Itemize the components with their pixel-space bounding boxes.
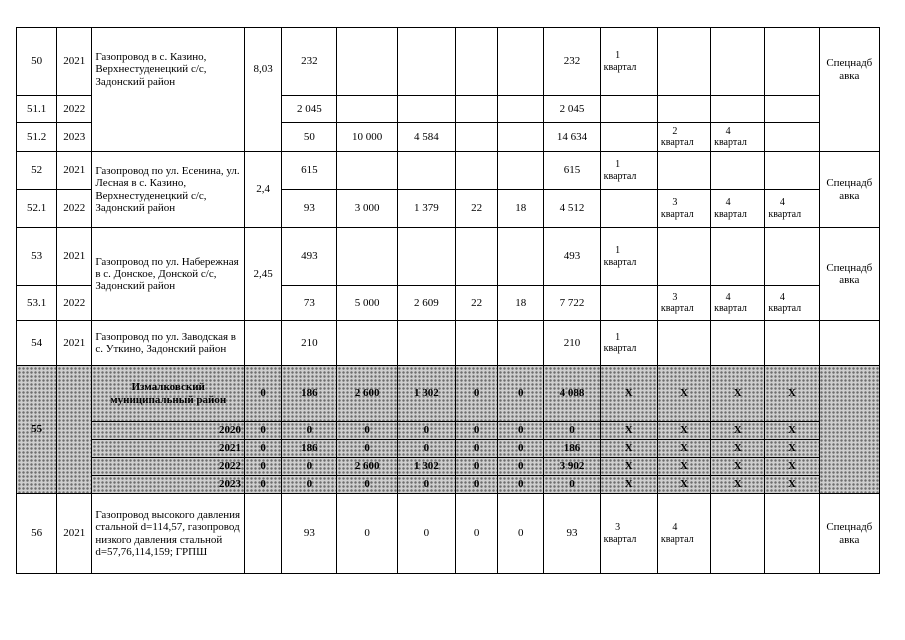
quarter-cell: 3 квартал [657, 190, 710, 228]
quarter-cell [711, 152, 765, 190]
quarter-cell [765, 228, 819, 286]
value-cell: 0 [455, 476, 497, 494]
value-cell: 0 [455, 458, 497, 476]
value-cell: 186 [282, 440, 337, 458]
quarter-cell [657, 96, 710, 123]
row-year: 2021 [57, 228, 92, 286]
pipe-length: 0 [245, 440, 282, 458]
quarter-cell [657, 228, 710, 286]
value-cell [397, 28, 455, 96]
value-cell: 0 [337, 422, 397, 440]
quarter-cell: 1 квартал [600, 321, 657, 366]
value-cell [455, 28, 497, 96]
row-number: 51.2 [17, 123, 57, 152]
row-year: 2022 [57, 190, 92, 228]
year-label: 2021 [92, 440, 245, 458]
value-cell [498, 123, 544, 152]
table-row [17, 228, 880, 286]
district-summary-row [17, 366, 880, 422]
object-name: Газопровод по ул. Набережная в с. Донское, Донской с/с, Задонский район [92, 228, 245, 321]
quarter-cell: X [765, 422, 819, 440]
value-cell: 210 [282, 321, 337, 366]
total-cell: 615 [544, 152, 600, 190]
total-cell: 210 [544, 321, 600, 366]
total-cell: 7 722 [544, 286, 600, 321]
quarter-cell [765, 123, 819, 152]
quarter-cell: X [765, 458, 819, 476]
value-cell [397, 228, 455, 286]
value-cell [498, 152, 544, 190]
value-cell [337, 96, 397, 123]
executor-cell: Спецнадб авка [819, 494, 879, 574]
value-cell [498, 228, 544, 286]
value-cell: 22 [455, 190, 497, 228]
value-cell: 0 [498, 422, 544, 440]
value-cell: 0 [455, 422, 497, 440]
quarter-cell [657, 152, 710, 190]
value-cell: 2 600 [337, 458, 397, 476]
pipe-length: 0 [245, 458, 282, 476]
district-year-row [17, 458, 880, 476]
quarter-cell: 4 квартал [711, 286, 765, 321]
value-cell: 232 [282, 28, 337, 96]
row-number: 52.1 [17, 190, 57, 228]
quarter-cell: X [765, 366, 819, 422]
value-cell: 0 [498, 494, 544, 574]
total-cell: 493 [544, 228, 600, 286]
value-cell: 18 [498, 286, 544, 321]
value-cell: 0 [498, 440, 544, 458]
value-cell [498, 321, 544, 366]
total-cell: 232 [544, 28, 600, 96]
pipe-length: 0 [245, 476, 282, 494]
value-cell [337, 28, 397, 96]
investment-table [16, 27, 880, 574]
value-cell: 0 [282, 476, 337, 494]
row-number: 54 [17, 321, 57, 366]
quarter-cell [600, 96, 657, 123]
value-cell: 0 [397, 440, 455, 458]
row-year: 2021 [57, 28, 92, 96]
value-cell: 0 [498, 476, 544, 494]
value-cell: 0 [337, 494, 397, 574]
quarter-cell: X [765, 476, 819, 494]
district-year-row [17, 422, 880, 440]
value-cell: 1 302 [397, 366, 455, 422]
quarter-cell: X [657, 458, 710, 476]
object-name: Газопровод по ул. Есенина, ул. Лесная в с. Казино, Верхнестуденецкий с/с, Задонский район [92, 152, 245, 228]
district-year-row [17, 440, 880, 458]
quarter-cell: 1 квартал [600, 228, 657, 286]
executor-cell [819, 366, 879, 494]
executor-cell: Спецнадб авка [819, 152, 879, 228]
quarter-cell [765, 28, 819, 96]
row-number: 51.1 [17, 96, 57, 123]
value-cell: 10 000 [337, 123, 397, 152]
value-cell [498, 28, 544, 96]
table-row [17, 28, 880, 96]
value-cell [337, 228, 397, 286]
value-cell: 73 [282, 286, 337, 321]
value-cell: 0 [455, 366, 497, 422]
quarter-cell: X [600, 440, 657, 458]
pipe-length [245, 494, 282, 574]
value-cell [498, 96, 544, 123]
quarter-cell: 1 квартал [600, 28, 657, 96]
value-cell: 5 000 [337, 286, 397, 321]
total-cell: 3 902 [544, 458, 600, 476]
year-label: 2023 [92, 476, 245, 494]
quarter-cell: 1 квартал [600, 152, 657, 190]
quarter-cell: 4 квартал [711, 190, 765, 228]
value-cell: 615 [282, 152, 337, 190]
value-cell: 0 [337, 476, 397, 494]
value-cell: 93 [282, 494, 337, 574]
quarter-cell [711, 494, 765, 574]
value-cell: 0 [397, 476, 455, 494]
quarter-cell: X [711, 458, 765, 476]
quarter-cell: X [657, 440, 710, 458]
district-year-row [17, 476, 880, 494]
value-cell: 1 379 [397, 190, 455, 228]
executor-cell: Спецнадб авка [819, 228, 879, 321]
total-cell: 0 [544, 476, 600, 494]
row-number: 50 [17, 28, 57, 96]
value-cell: 22 [455, 286, 497, 321]
pipe-length [245, 321, 282, 366]
total-cell: 186 [544, 440, 600, 458]
row-year: 2021 [57, 494, 92, 574]
value-cell: 3 000 [337, 190, 397, 228]
row-year: 2021 [57, 152, 92, 190]
quarter-cell: X [600, 366, 657, 422]
quarter-cell [711, 28, 765, 96]
value-cell [337, 321, 397, 366]
value-cell: 0 [397, 422, 455, 440]
quarter-cell [600, 123, 657, 152]
value-cell [397, 152, 455, 190]
value-cell: 4 584 [397, 123, 455, 152]
total-cell: 93 [544, 494, 600, 574]
year-label: 2022 [92, 458, 245, 476]
quarter-cell: 4 квартал [765, 286, 819, 321]
quarter-cell: X [711, 476, 765, 494]
quarter-cell: X [711, 440, 765, 458]
quarter-cell: 4 квартал [657, 494, 710, 574]
quarter-cell: 3 квартал [600, 494, 657, 574]
total-cell: 2 045 [544, 96, 600, 123]
quarter-cell: X [765, 440, 819, 458]
quarter-cell [711, 321, 765, 366]
value-cell [397, 321, 455, 366]
value-cell [455, 96, 497, 123]
value-cell: 0 [282, 422, 337, 440]
quarter-cell: X [600, 476, 657, 494]
total-cell: 14 634 [544, 123, 600, 152]
table-row [17, 494, 880, 574]
row-year: 2023 [57, 123, 92, 152]
value-cell [455, 152, 497, 190]
quarter-cell: X [657, 366, 710, 422]
row-year: 2022 [57, 96, 92, 123]
quarter-cell: X [657, 422, 710, 440]
district-name: Измалковский муниципальный район [92, 366, 245, 422]
value-cell: 0 [498, 366, 544, 422]
value-cell: 0 [337, 440, 397, 458]
value-cell: 0 [498, 458, 544, 476]
value-cell [455, 228, 497, 286]
quarter-cell: 3 квартал [657, 286, 710, 321]
value-cell [397, 96, 455, 123]
object-name: Газопровод в с. Казино, Верхнестуденецкий с/с, Задонский район [92, 28, 245, 152]
value-cell: 2 045 [282, 96, 337, 123]
value-cell: 1 302 [397, 458, 455, 476]
quarter-cell: X [711, 366, 765, 422]
value-cell: 0 [455, 440, 497, 458]
row-year: 2022 [57, 286, 92, 321]
value-cell: 18 [498, 190, 544, 228]
value-cell [337, 152, 397, 190]
value-cell: 0 [282, 458, 337, 476]
quarter-cell [711, 228, 765, 286]
quarter-cell [765, 494, 819, 574]
row-number: 53 [17, 228, 57, 286]
quarter-cell: 4 квартал [711, 123, 765, 152]
value-cell: 186 [282, 366, 337, 422]
row-number: 55 [17, 366, 57, 494]
row-year [57, 366, 92, 494]
value-cell: 0 [455, 494, 497, 574]
pipe-length: 8,03 [245, 28, 282, 152]
quarter-cell [600, 190, 657, 228]
row-year: 2021 [57, 321, 92, 366]
executor-cell [819, 321, 879, 366]
value-cell: 2 600 [337, 366, 397, 422]
total-cell: 4 512 [544, 190, 600, 228]
quarter-cell [711, 96, 765, 123]
pipe-length: 2,4 [245, 152, 282, 228]
value-cell: 493 [282, 228, 337, 286]
year-label: 2020 [92, 422, 245, 440]
pipe-length: 0 [245, 422, 282, 440]
value-cell [455, 123, 497, 152]
quarter-cell: 2 квартал [657, 123, 710, 152]
quarter-cell: X [600, 422, 657, 440]
quarter-cell: 4 квартал [765, 190, 819, 228]
quarter-cell [657, 28, 710, 96]
object-name: Газопровод по ул. Заводская в с. Уткино, Задонский район [92, 321, 245, 366]
pipe-length: 2,45 [245, 228, 282, 321]
table-row [17, 321, 880, 366]
object-name: Газопровод высокого давления стальной d=114,57, газопровод низкого давления стальной d=57,76,114,159; ГРПШ [92, 494, 245, 574]
quarter-cell [657, 321, 710, 366]
quarter-cell: X [600, 458, 657, 476]
quarter-cell: X [711, 422, 765, 440]
value-cell: 93 [282, 190, 337, 228]
total-cell: 4 088 [544, 366, 600, 422]
pipe-length: 0 [245, 366, 282, 422]
table-row [17, 152, 880, 190]
value-cell: 2 609 [397, 286, 455, 321]
quarter-cell [765, 96, 819, 123]
quarter-cell: X [657, 476, 710, 494]
executor-cell: Спецнадб авка [819, 28, 879, 152]
row-number: 53.1 [17, 286, 57, 321]
value-cell [455, 321, 497, 366]
value-cell: 0 [397, 494, 455, 574]
row-number: 52 [17, 152, 57, 190]
row-number: 56 [17, 494, 57, 574]
quarter-cell [765, 152, 819, 190]
quarter-cell [600, 286, 657, 321]
quarter-cell [765, 321, 819, 366]
value-cell: 50 [282, 123, 337, 152]
total-cell: 0 [544, 422, 600, 440]
